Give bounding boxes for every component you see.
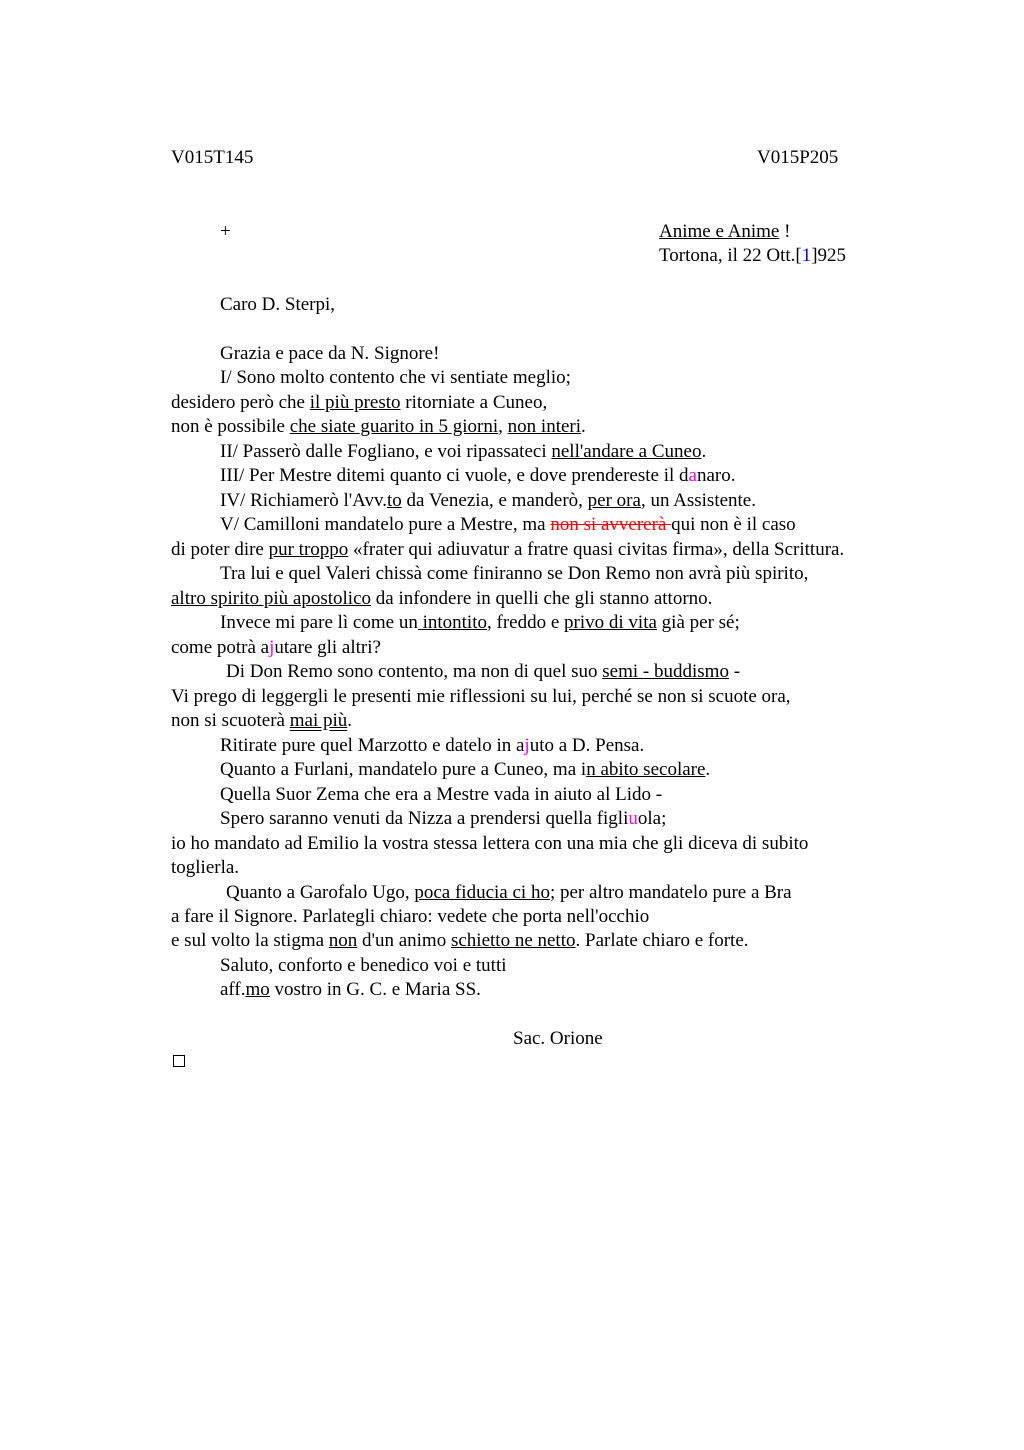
paragraph-line: Quanto a Garofalo Ugo, poca fiducia ci ho; per altro mandatelo pure a Bra (226, 882, 792, 903)
paragraph-line: non è possibile che siate guarito in 5 giorni, non interi. (171, 416, 586, 437)
paragraph-line: a fare il Signore. Parlategli chiaro: vedete che porta nell'occhio (171, 906, 650, 927)
paragraph-line: desidero però che il più presto ritorniate a Cuneo, (171, 392, 548, 413)
paragraph-line: III/ Per Mestre ditemi quanto ci vuole, e dove prendereste il danaro. (220, 465, 736, 486)
paragraph-line: Tra lui e quel Valeri chissà come finiranno se Don Remo non avrà più spirito, (220, 563, 809, 584)
greeting: Grazia e pace da N. Signore! (220, 343, 440, 364)
paragraph-line: IV/ Richiamerò l'Avv.to da Venezia, e manderò, per ora, un Assistente. (220, 490, 756, 511)
paragraph-line: Invece mi pare lì come un intontito, freddo e privo di vita già per sé; (220, 612, 740, 633)
cross-symbol: + (220, 221, 231, 242)
paragraph-line: Di Don Remo sono contento, ma non di quel suo semi - buddismo - (226, 661, 741, 682)
paragraph-line: e sul volto la stigma non d'un animo schietto ne netto. Parlate chiaro e forte. (171, 930, 749, 951)
place-date-digit: 1 (801, 245, 812, 266)
paragraph-line: Vi prego di leggergli le presenti mie riflessioni su lui, perché se non si scuote ora, (171, 686, 791, 707)
paragraph-line: toglierla. (171, 857, 240, 878)
paragraph-line: non si scuoterà mai più. (171, 710, 353, 731)
closing-line: aff.mo vostro in G. C. e Maria SS. (220, 979, 481, 1000)
place-date-prefix: Tortona, il 22 Ott.[ (659, 245, 802, 266)
paragraph-line: Spero saranno venuti da Nizza a prendersi quella figliuola; (220, 808, 667, 829)
signature: Sac. Orione (513, 1028, 603, 1049)
right-reference-code: V015P205 (757, 147, 839, 168)
paragraph-line: V/ Camilloni mandatelo pure a Mestre, ma non si avvererà qui non è il caso (220, 514, 796, 535)
paragraph-line: come potrà ajutare gli altri? (171, 637, 381, 658)
paragraph-line: Quanto a Furlani, mandatelo pure a Cuneo, ma in abito secolare. (220, 759, 711, 780)
place-date-suffix: ]925 (811, 245, 847, 266)
checkbox-square-icon (173, 1055, 185, 1067)
paragraph-line: Quella Suor Zema che era a Mestre vada in aiuto al Lido - (220, 784, 663, 805)
salutation: Caro D. Sterpi, (220, 294, 336, 315)
left-reference-code: V015T145 (171, 147, 254, 168)
paragraph-line: io ho mandato ad Emilio la vostra stessa lettera con una mia che gli diceva di subito (171, 833, 809, 854)
paragraph-line: altro spirito più apostolico da infondere in quelli che gli stanno attorno. (171, 588, 713, 609)
motto (659, 220, 790, 245)
paragraph-line: II/ Passerò dalle Fogliano, e voi ripassateci nell'andare a Cuneo. (220, 441, 707, 462)
motto-text: Anime e Anime (659, 221, 780, 242)
struck-text: non si avvererà (550, 514, 672, 535)
place-date (659, 244, 846, 269)
closing-line: Saluto, conforto e benedico voi e tutti (220, 955, 507, 976)
paragraph-line: I/ Sono molto contento che vi sentiate meglio; (220, 367, 571, 388)
motto-suffix: ! (779, 221, 791, 242)
paragraph-line: Ritirate pure quel Marzotto e datelo in ajuto a D. Pensa. (220, 735, 645, 756)
paragraph-line: di poter dire pur troppo «frater qui adiuvatur a fratre quasi civitas firma», della Scrittura. (171, 539, 845, 560)
